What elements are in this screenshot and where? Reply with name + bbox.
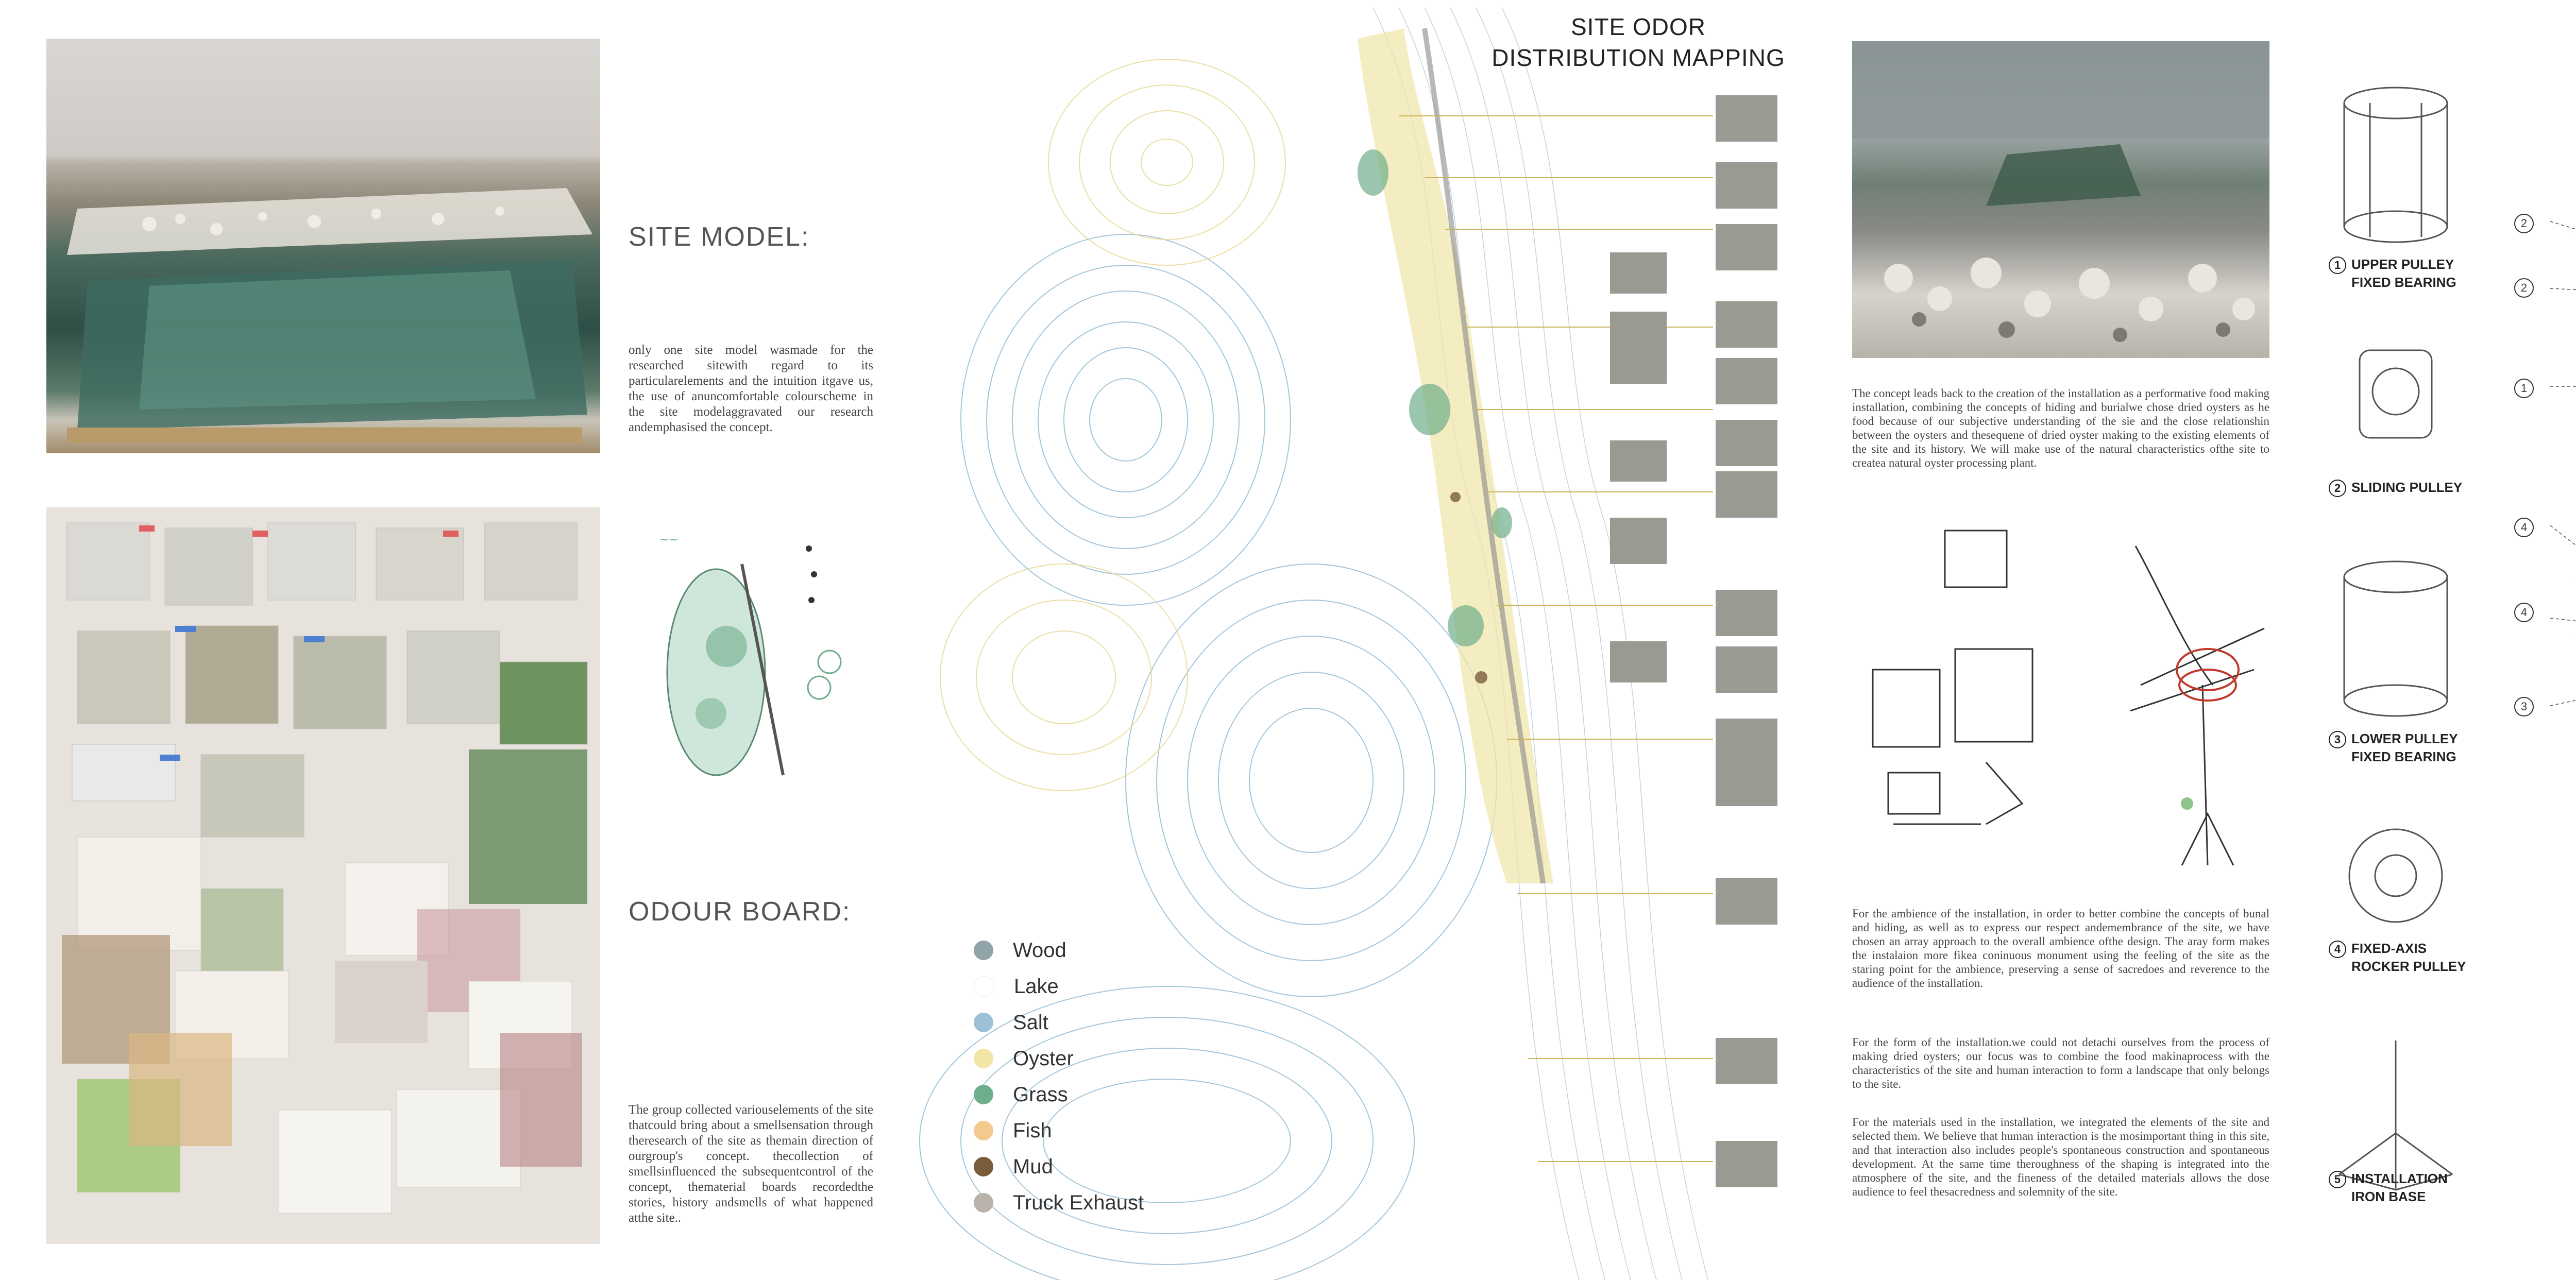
form-text: For the form of the installation.we could not detachi ourselves from the process of making dried oysters; our focus was to combine the food makinaprocess with the characteristics of the site and human interaction to form a landscape that only belongs to the site. xyxy=(1852,1036,2269,1090)
oyster-swatch xyxy=(974,1049,993,1068)
odor-legend xyxy=(974,932,1144,1221)
odour-board-heading: ODOUR BOARD: xyxy=(629,897,851,927)
site-model-illustration xyxy=(46,39,600,453)
pulley-drawings xyxy=(2318,82,2473,1216)
callout-2: 2 xyxy=(2514,214,2534,233)
callout-4: 4 xyxy=(2514,603,2534,622)
salt-swatch xyxy=(974,1013,993,1032)
legend-item-grass xyxy=(974,1077,1144,1113)
legend-item-wood xyxy=(974,932,1144,968)
callout-2: 2 xyxy=(2514,278,2534,298)
odour-board-photo xyxy=(46,507,600,1244)
pulley-number: 3 xyxy=(2329,731,2346,748)
legend-label: Mud xyxy=(1013,1155,1053,1178)
lake-swatch xyxy=(974,976,994,997)
mud-swatch xyxy=(974,1157,993,1176)
map-title xyxy=(1484,11,1793,73)
concept-text: The concept leads back to the creation of the installation as a performative food making installation, combining the concepts of hiding and burialwe chose dried oysters as he food because of our subjective understanding of the sie and the close relationshin between the oysters and thesequene of dried oyster making to the existing elements of the site and its history. We will make use of the natural characteristics ofthe site to createa natural oyster processing plant. xyxy=(1852,387,2269,469)
pulley-label-line2: ROCKER PULLEY xyxy=(2351,959,2466,974)
legend-label: Fish xyxy=(1013,1119,1052,1142)
concept-sketches xyxy=(1852,515,2269,876)
legend-item-fish xyxy=(974,1113,1144,1149)
pulley-label-line2: FIXED BEARING xyxy=(2351,749,2456,764)
legend-item-truck-exhaust xyxy=(974,1185,1144,1221)
pulley-label-line1: FIXED-AXIS xyxy=(2351,941,2427,956)
pulley-label-4 xyxy=(2329,940,2466,975)
legend-label: Salt xyxy=(1013,1011,1048,1034)
callout-1: 1 xyxy=(2514,379,2534,398)
pulley-number: 2 xyxy=(2329,480,2346,497)
svg-text:~~: ~~ xyxy=(659,534,679,547)
legend-item-mud xyxy=(974,1149,1144,1185)
legend-label: Wood xyxy=(1013,938,1066,962)
callout-4: 4 xyxy=(2514,518,2534,537)
site-model-text: only one site model wasmade for the researched sitewith regard to its particularelements and the intuition itgave us, the use of anuncomfortable colourscheme in the site modelaggravated our research andemphasised the concept. xyxy=(629,343,873,434)
site-photo-illustration xyxy=(1852,41,2269,358)
ambience-text: For the ambience of the installation, in order to better combine the concepts of bunal and hiding, as well as to express our respect andemembrance of the site, we have chosen an array approach to the overall ambience ofthe design. The aray form makes the instalaion more fikea coninuous monument using the feeling of the site as the staring point for the ambience, preserving a sense of sacredoes and reverence to the audience of the installation. xyxy=(1852,907,2269,989)
callout-3: 3 xyxy=(2514,697,2534,716)
legend-label: Oyster xyxy=(1013,1047,1074,1070)
exploded-drawing xyxy=(2504,88,2576,1221)
pulley-label-line1: INSTALLATION xyxy=(2351,1171,2448,1186)
legend-item-oyster xyxy=(974,1040,1144,1077)
pulley-number: 5 xyxy=(2329,1171,2346,1188)
sketch-drawing xyxy=(654,518,871,791)
pulley-label-3 xyxy=(2329,730,2458,765)
map-title-line2: DISTRIBUTION MAPPING xyxy=(1492,44,1785,71)
pulley-label-line2: IRON BASE xyxy=(2351,1189,2426,1204)
map-title-line1: SITE ODOR xyxy=(1570,13,1706,40)
grass-swatch xyxy=(974,1085,993,1104)
pulley-label-line2: FIXED BEARING xyxy=(2351,275,2456,290)
legend-item-lake xyxy=(974,968,1144,1004)
concept-sketches-illustration xyxy=(1852,515,2269,876)
materials-text: For the materials used in the installation, we integrated the elements of the site and selected them. We believe that human interaction is the mosimportant thing in this site, and that interaction also includes people's spontaneous construction and spontaneous development. At the same time theroughness of the shaping is integrated into the atmosphere of the site, and the fineness of the detailed materials allows the dose audience to feel thesacredness and solemnity of the site. xyxy=(1852,1116,2269,1198)
odour-board-illustration xyxy=(46,507,600,1244)
legend-label: Lake xyxy=(1014,975,1059,998)
pulley-label-line1: UPPER PULLEY xyxy=(2351,257,2454,272)
site-model-photo xyxy=(46,39,600,453)
site-model-heading: SITE MODEL: xyxy=(629,222,810,252)
legend-label: Grass xyxy=(1013,1083,1068,1106)
odour-board-text: The group collected variouselements of the site thatcould bring about a smellsensation through theresearch of the site as themain direction of ourgroup's concept. thecollection of smellsinfluenced the subsequentcontrol of the concept, thematerial boards recordedthe stories, history andsmells of what happened atthe site.. xyxy=(629,1103,873,1225)
pulley-label-line1: SLIDING PULLEY xyxy=(2351,480,2463,495)
exploded-drawing-illustration xyxy=(2504,88,2576,1221)
legend-item-salt xyxy=(974,1004,1144,1040)
site-photo-oysters xyxy=(1852,41,2269,358)
pulley-number: 4 xyxy=(2329,941,2346,958)
pulley-label-5 xyxy=(2329,1170,2448,1205)
truck-exhaust-swatch xyxy=(974,1193,993,1213)
pulley-label-2 xyxy=(2329,479,2462,497)
pulley-label-line1: LOWER PULLEY xyxy=(2351,731,2458,746)
fish-swatch xyxy=(974,1121,993,1140)
pulley-illustrations xyxy=(2318,82,2473,1216)
wood-swatch xyxy=(974,941,993,960)
pulley-number: 1 xyxy=(2329,257,2346,274)
legend-label: Truck Exhaust xyxy=(1013,1191,1144,1214)
pulley-label-1 xyxy=(2329,256,2456,291)
sketch-illustration xyxy=(654,518,871,791)
